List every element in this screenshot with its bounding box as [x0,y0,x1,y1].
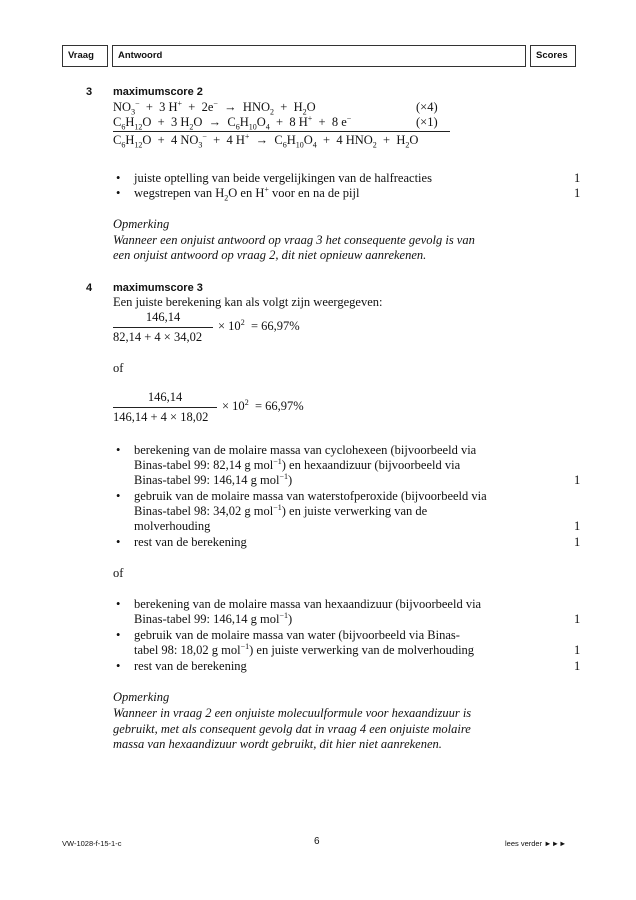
q4-remark-line: Wanneer in vraag 2 een onjuiste molecuulformule voor hexaandizuur is [113,706,472,720]
document-code: VW-1028-f-15-1-c [62,839,122,848]
q3-criterion-2: wegstrepen van $H_2O$ en H+ voor en na de pijl [134,184,360,203]
q4-set1-criterion-2-line: gebruik van de molaire massa van waterstofperoxide (bijvoorbeeld via [134,489,487,503]
header-antwoord: Antwoord [112,45,526,67]
bullet-icon: • [116,186,121,200]
calc-2-fraction-line [113,407,217,408]
q4-remark-label: Opmerking [113,690,170,704]
question-3-maximumscore: maximumscore 2 [113,86,203,98]
or-separator: of [113,566,124,580]
q4-set1-criterion-1-line: berekening van de molaire massa van cyclohexeen (bijvoorbeeld via [134,443,477,457]
q3-criterion-1-score: 1 [574,171,581,185]
or-separator: of [113,361,124,375]
q3-equation-1-multiplier: (×4) [416,100,438,114]
q4-set1-criterion-3: rest van de berekening [134,535,247,549]
q4-set2-criterion-2-line: gebruik van de molaire massa van water (bijvoorbeeld via Binas- [134,628,460,642]
q3-equation-1: $NO_3^- + 3$ $H^+ + 2e^- \to HNO_2 + H_2O$ [113,98,316,117]
q4-set2-criterion-1-line: Binas-tabel 99: 146,14 g mol$^{-1}$) [134,610,293,626]
calc-1-denominator: 82,14 + 4 × 34,02 [113,330,203,344]
bullet-icon: • [116,659,121,673]
bullet-icon: • [116,171,121,185]
question-4-number: 4 [86,282,93,294]
q3-sum-line [113,131,450,132]
bullet-icon: • [116,597,121,611]
q4-remark-line: gebruikt, met als consequent gevolg dat in vraag 4 een onjuiste molaire [113,722,471,736]
q4-intro: Een juiste berekening kan als volgt zijn weergegeven: [113,295,383,309]
q3-equation-total: $C_6H_{12}O + 4$ $NO_3^- + 4$ $H^+ \to C_6H_{10}O_4 + 4$ $HNO_2 + H_2O$ [113,131,419,150]
q3-criterion-1: juiste optelling van beide vergelijkingen van de halfreacties [134,171,432,185]
q4-set1-criterion-1-score: 1 [574,473,581,487]
header-vraag: Vraag [62,45,108,67]
q4-set2-criterion-1-line: berekening van de molaire massa van hexaandizuur (bijvoorbeeld via [134,597,482,611]
q4-set1-criterion-2-score: 1 [574,519,581,533]
q3-remark-line: een onjuist antwoord op vraag 2, dit niet opnieuw aanrekenen. [113,248,427,262]
q4-set2-criterion-2-score: 1 [574,643,581,657]
q4-set1-criterion-2-line: Binas-tabel 98: 34,02 g mol$^{-1}$) en juiste verwerking van de [134,502,428,518]
header-scores: Scores [530,45,576,67]
q4-set1-criterion-3-score: 1 [574,535,581,549]
q3-equation-2-multiplier: (×1) [416,115,438,129]
lees-verder-link: lees verder ►►► [505,839,567,848]
q4-set2-criterion-3-score: 1 [574,659,581,673]
q4-set2-criterion-3: rest van de berekening [134,659,247,673]
calc-1-result: × $10^2 = 66,97\%$ [218,317,300,333]
bullet-icon: • [116,535,121,549]
q4-remark-line: massa van hexaandizuur wordt gebruikt, dit hier niet aanrekenen. [113,737,442,751]
q4-set2-criterion-1-score: 1 [574,612,581,626]
question-4-maximumscore: maximumscore 3 [113,282,203,294]
bullet-icon: • [116,443,121,457]
question-3-number: 3 [86,86,93,98]
q4-set1-criterion-1-line: Binas-tabel 99: 146,14 g mol$^{-1}$) [134,471,293,487]
calc-2-result: × $10^2 = 66,97\%$ [222,397,304,413]
q4-set2-criterion-2-line: tabel 98: 18,02 g mol$^{-1}$) en juiste verwerking van de molverhouding [134,641,475,657]
q3-equation-2: $C_6H_{12}O + 3$ $H_2O \to C_6H_{10}O_4 + 8$ H+ + 8 e− [113,113,352,132]
q3-remark-label: Opmerking [113,217,170,231]
q4-set1-criterion-1-line: Binas-tabel 99: 82,14 g mol$^{-1}$) en hexaandizuur (bijvoorbeeld via [134,456,461,472]
bullet-icon: • [116,628,121,642]
calc-2-numerator: 146,14 [147,390,183,404]
q4-set1-criterion-2-line: molverhouding [134,519,211,533]
bullet-icon: • [116,489,121,503]
calc-2-denominator: 146,14 + 4 × 18,02 [113,410,209,424]
calc-1-numerator: 146,14 [145,310,181,324]
page-number: 6 [314,836,320,847]
q3-remark-line: Wanneer een onjuist antwoord op vraag 3 het consequente gevolg is van [113,233,475,247]
calc-1-fraction-line [113,327,213,328]
q3-criterion-2-score: 1 [574,186,581,200]
